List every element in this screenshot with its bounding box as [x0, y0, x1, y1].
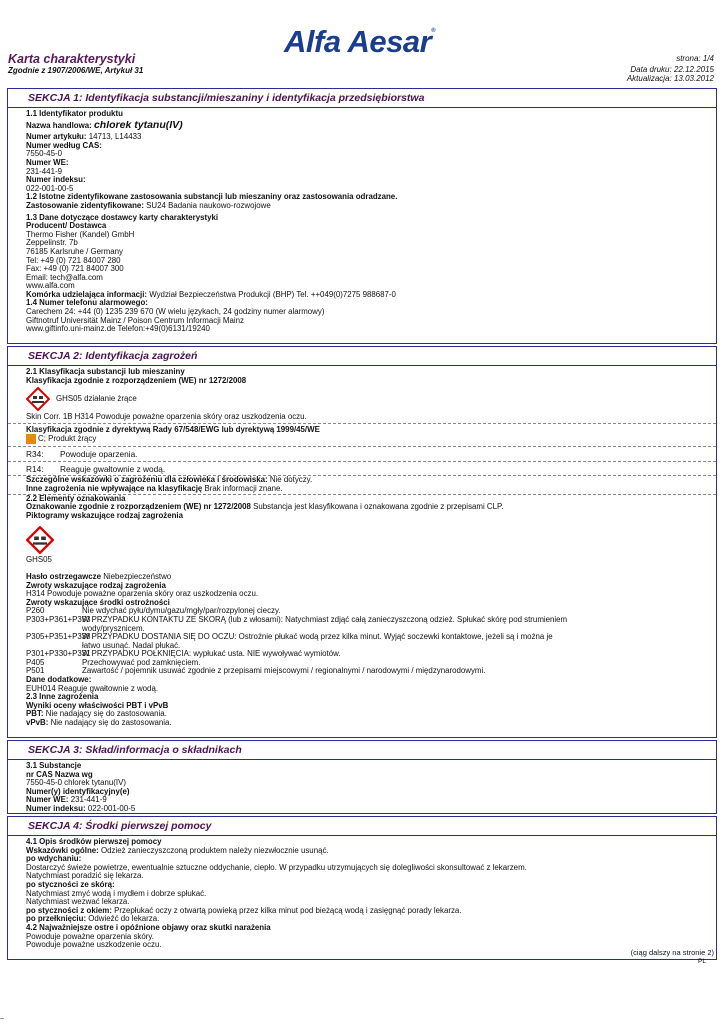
trade-name-row: Nazwa handlowa: chlorek tytanu(IV) — [26, 120, 183, 131]
update-date: Aktualizacja: 13.03.2012 — [626, 74, 714, 83]
subsection-1-1: 1.1 Identyfikator produktu — [26, 110, 123, 118]
section-4-heading: SEKCJA 4: Środki pierwszej pomocy — [8, 817, 716, 836]
ghs05-pictogram — [26, 526, 716, 556]
section-1: SEKCJA 1: Identyfikacja substancji/mieszaniny i identyfikacja przedsiębiorstwa 1.1 Identyfikator produktu Nazwa handlowa: chlorek tytanu(IV) Numer artykułu: 14713, L14433 Numer według CAS: 7550-45-0 Numer WE: 231-441-9 Numer indeksu: 022-001-00-5 1.2 Istotne zidentyfikowane zastosowania substancji lub mieszaniny oraz zastosowania odradzane. Zastosowanie zidentyfikowane: SU24 Badania naukowo-rozwojowe 1.3 Dane dotyczące dostawcy karty charakterystyki Producent/ Dostawca Thermo Fisher (Kandel) GmbH Zeppelinstr. 7b 76185 Karlsruhe / Germany Tel: +49 (0) 721 84007 280 Fax: +49 (0) 721 84007 300 Email: tech@alfa.com www.alfa.com Komórka udzielająca informacji: Wydział Bezpieczeństwa Produkcji (BHP) Tel. ++049(0)7275 988687-0 1.4 Numer telefonu alarmowego: Carechem 24: +44 (0) 1235 239 670 (W wielu językach, 24 godziny numer alarmowy) Giftnotruf Universität Mainz / Poison Centrum Informacji Mainz www.giftinfo.uni-mainz.de Telefon:+49(0)6131/19240 — [7, 88, 717, 344]
print-date: Data druku: 22.12.2015 — [630, 65, 714, 74]
corrosion-icon — [26, 526, 54, 554]
corrosive-c-icon — [26, 434, 36, 444]
corrosion-icon — [26, 387, 50, 411]
section-3: SEKCJA 3: Skład/informacja o składnikach 3.1 Substancje nr CAS Nazwa wg 7550-45-0 chlorek tytanu(IV) Numer(y) identyfikacyjny(e) Numer WE: 231-441-9 Numer indeksu: 022-001-00-5 — [7, 740, 717, 814]
subsection-1-3: 1.3 Dane dotyczące dostawcy karty charakterystyki — [26, 213, 219, 222]
section-3-heading: SEKCJA 3: Skład/informacja o składnikach — [8, 741, 716, 760]
ghs05-row: GHS05 działanie żrące — [26, 385, 716, 413]
section-4: SEKCJA 4: Środki pierwszej pomocy 4.1 Opis środków pierwszej pomocy Wskazówki ogólne: Odzież zanieczyszczoną produktem należy niezwłocznie usunąć. po wdychaniu: Dostarczyć świeże powietrze, ewentualnie sztuczne oddychanie, ciepło. W przypadku utrzymujących się dolegliwości skonsultować z lekarzem. Natychmiast poradzić się lekarza. po styczności ze skórą: Natychmiast zmyć wodą i mydłem i dobrze spłukać. Natychmiast wezwać lekarza. po styczności z okiem: Przepłukać oczy z otwartą powieką przez kilka minut pod bieżącą wodą i zasięgnąć porady lekarza. po przełknięciu: Odwieźć do lekarza. 4.2 Najważniejsze ostre i opóźnione objawy oraz skutki narażenia Powoduje poważne oparzenia skóry. Powoduje poważne uszkodzenie oczu. — [7, 816, 717, 960]
section-2-heading: SEKCJA 2: Identyfikacja zagrożeń — [8, 347, 716, 366]
page-header — [0, 0, 724, 88]
continuation-note: (ciąg dalszy na stronie 2) — [630, 948, 714, 957]
page-number: strona: 1/4 — [676, 54, 714, 63]
email-link[interactable]: Email: tech@alfa.com — [26, 273, 103, 282]
section-1-heading: SEKCJA 1: Identyfikacja substancji/mieszaniny i identyfikacja przedsiębiorstwa — [8, 89, 716, 108]
margin-mark — [0, 1018, 4, 1019]
subsection-1-4: 1.4 Numer telefonu alarmowego: — [26, 299, 148, 308]
giftinfo-link[interactable]: www.giftinfo.uni-mainz.de Telefon:+49(0)6131/19240 — [26, 325, 210, 334]
document-subtitle: Zgodnie z 1907/2006/WE, Artykuł 31 — [8, 66, 144, 75]
c-corrosive-row: C; Produkt żrący — [8, 434, 716, 447]
subsection-1-2: 1.2 Istotne zidentyfikowane zastosowania substancji lub mieszaniny oraz zastosowania odradzane. — [26, 193, 398, 202]
website-link[interactable]: www.alfa.com — [26, 282, 75, 291]
document-title: Karta charakterystyki — [8, 52, 136, 66]
alfa-aesar-logo: Alfa Aesar® — [284, 24, 436, 59]
language-code: PL — [698, 958, 706, 965]
section-2: SEKCJA 2: Identyfikacja zagrożeń 2.1 Klasyfikacja substancji lub mieszaniny Klasyfikacja zgodnie z rozporządzeniem (WE) nr 1272/2008 GHS05 działanie żrące Skin Corr. 1B H314 Powoduje poważne oparzenia skóry oraz uszkodzenia oczu. Klasyfikacja zgodnie z dyrektywą Rady 67/548/EWG lub dyrektywą 1999/45/WE C; Produkt żrący R34: Powoduje oparzenia. R14: Reaguje gwałtownie z wodą. Szczególne wskazówki o zagrożeniu dla człowieka i środowiska: Nie dotyczy. Inne zagrożenia nie wpływające na klasyfikację Brak informacji znane. 2.2 Elementy oznakowania Oznakowanie zgodnie z rozporządzeniem (WE) nr 1272/2008 Substancja jest klasyfikowana i oznakowana zgodnie z przepisami CLP. Piktogramy wskazujące rodzaj zagrożenia GHS05 Hasło ostrzegawcze Niebezpieczeństwo Zwroty wskazujące rodzaj zagrożenia H314 Powoduje poważne oparzenia skóry oraz uszkodzenia oczu. Zwroty wskazujące środki ostrożności P260 Nie wdychać pyłu/dymu/gazu/mgły/par/rozpylonej cieczy. P303+P361+P353 W PRZYPADKU KONTAKTU ZE SKÓRĄ (lub z włosami): Natychmiast zdjąć całą zanieczyszczoną odzież. Spłukać skórę pod strumieniem wody/prysznicem. P305+P351+P338 W PRZYPADKU DOSTANIA SIĘ DO OCZU: Ostrożnie płukać wodą przez kilka minut. Wyjąć soczewki kontaktowe, jeżeli są i można je łatwo usunąć. Nadal płukać. P301+P330+P331 W PRZYPADKU POŁKNIĘCIA: wypłukać usta. NIE wywoływać wymiotów. P405 Przechowywać pod zamknięciem. P501 Zawartość / pojemnik usuwać zgodnie z przepisami miejscowymi / regionalnymi / narodowymi / międzynarodowymi. Dane dodatkowe: EUH014 Reaguje gwałtownie z wodą. 2.3 Inne zagrożenia Wyniki oceny właściwości PBT i vPvB PBT: Nie nadający się do zastosowania. vPvB: Nie nadający się do zastosowania. — [7, 346, 717, 738]
